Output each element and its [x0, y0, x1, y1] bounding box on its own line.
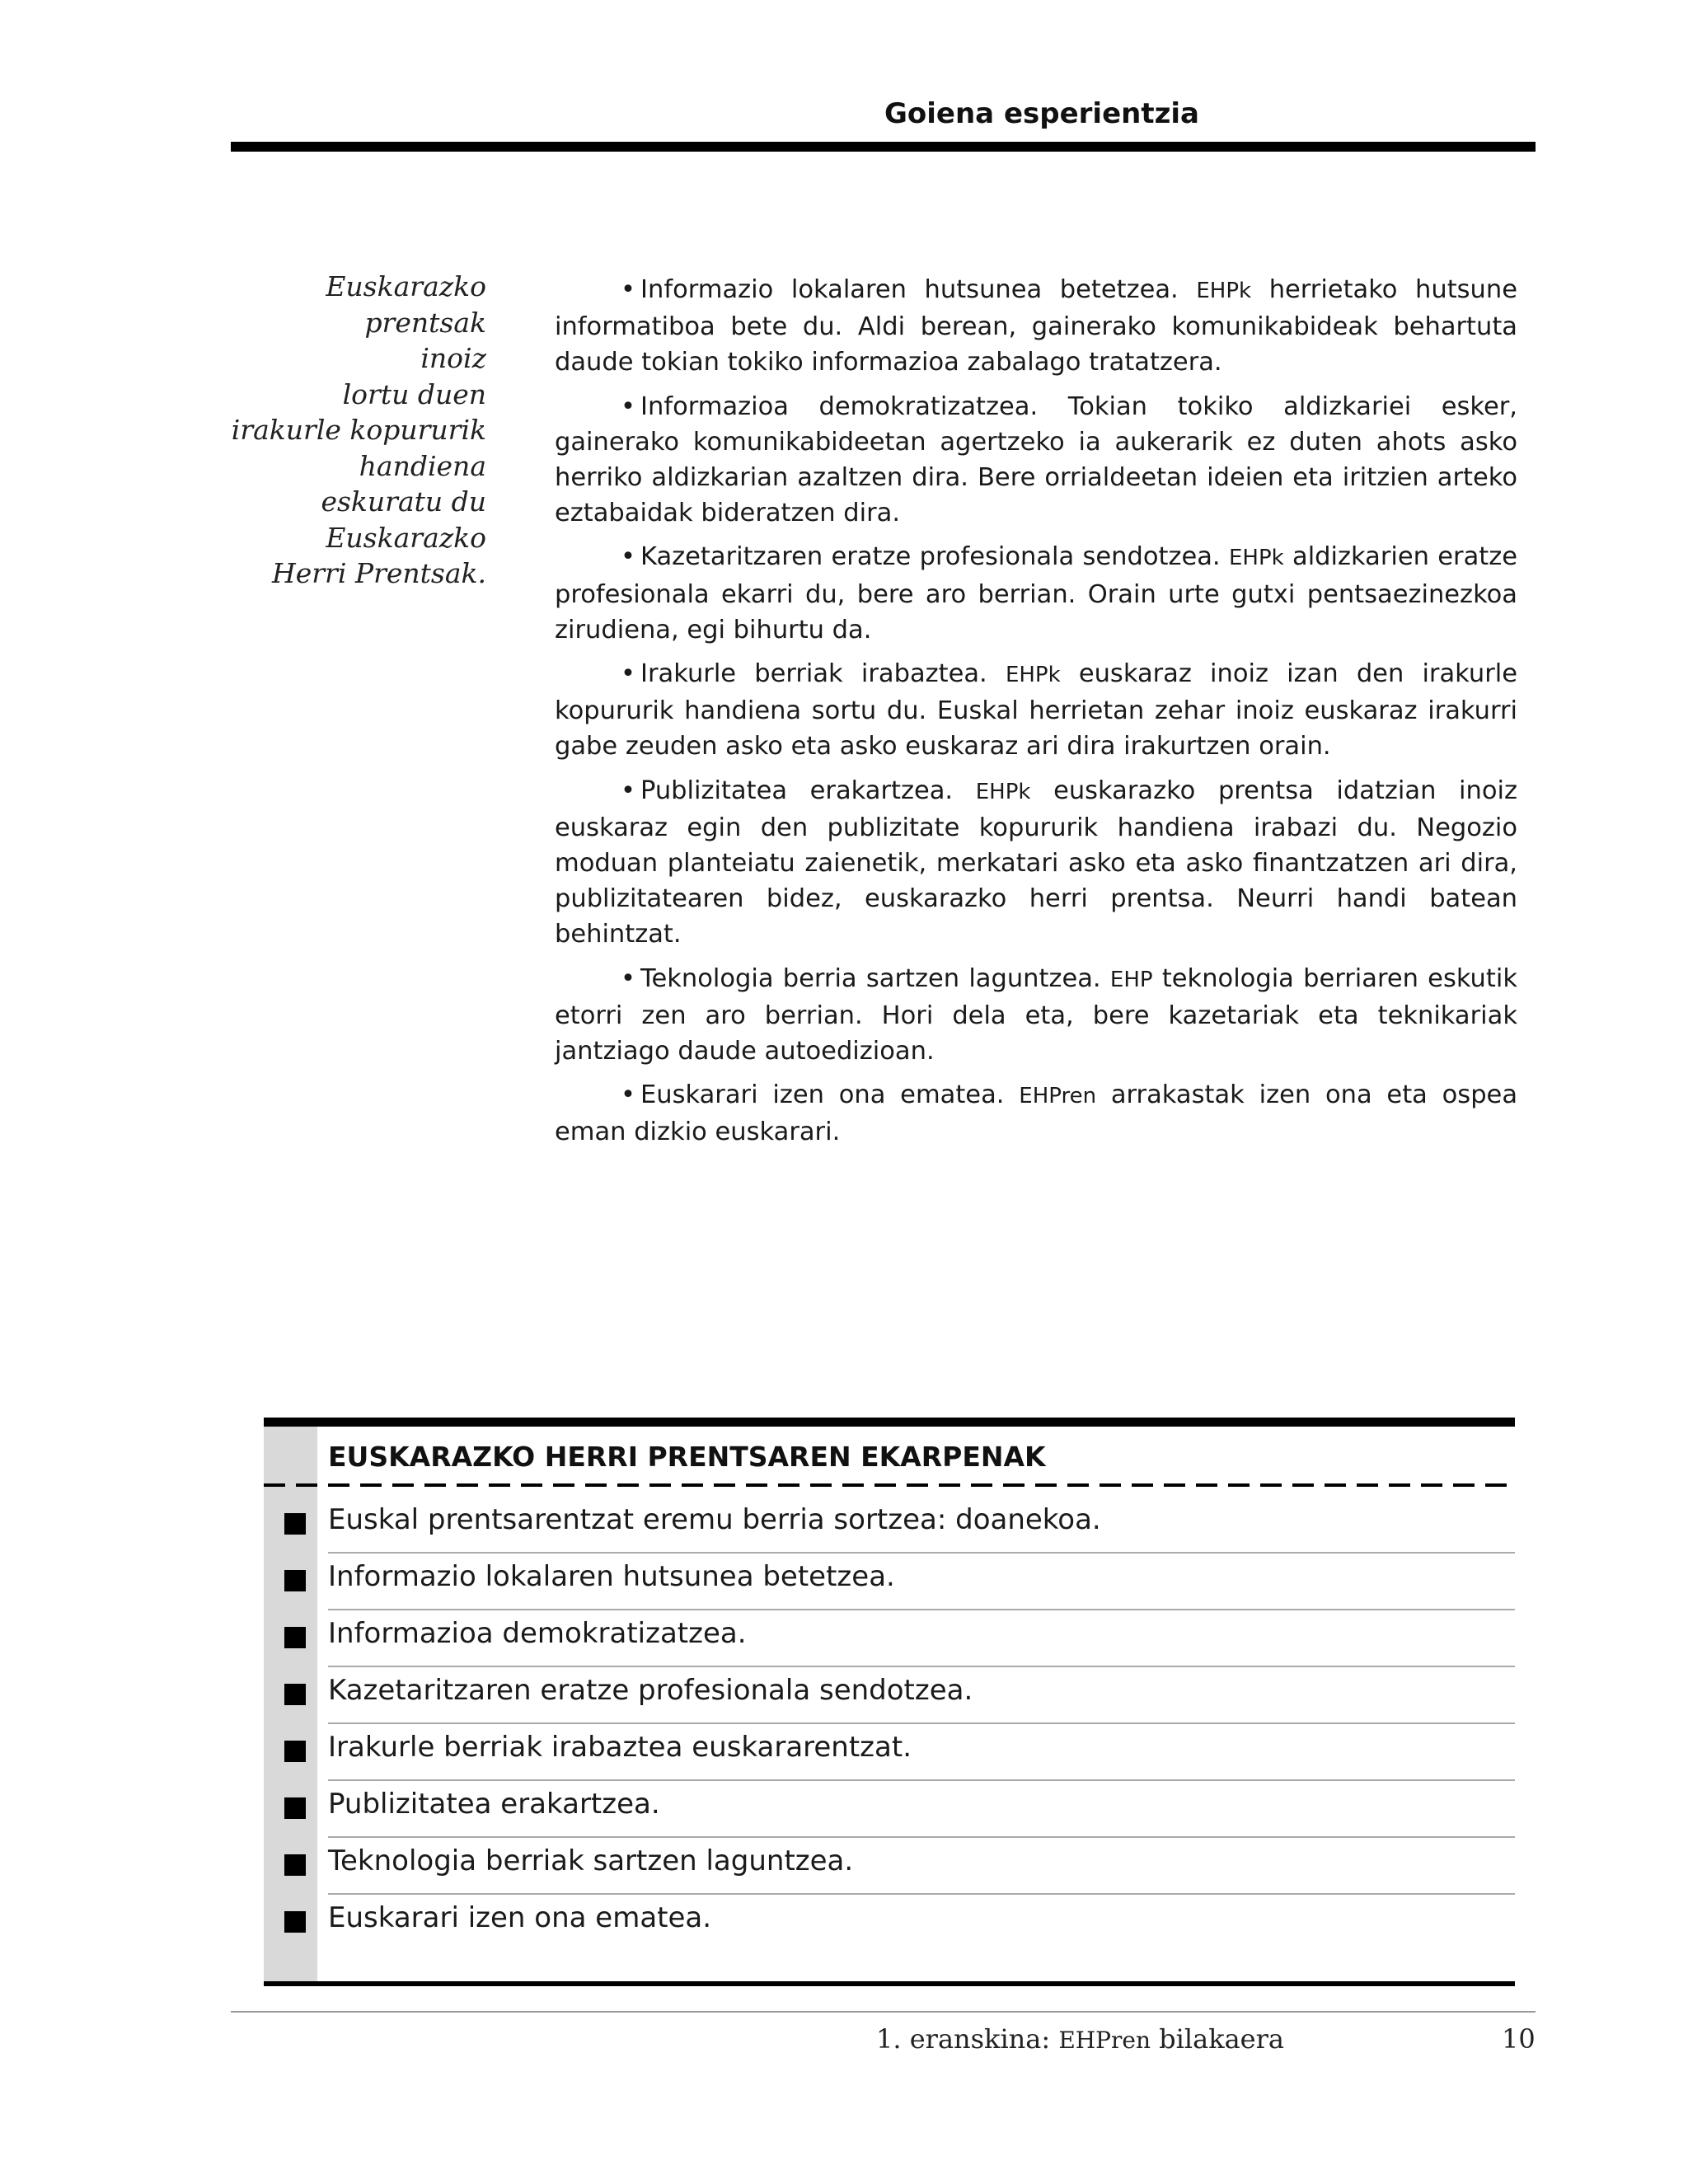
paragraph-text: euskarazko prentsa idatzian inoiz euskaraz egin den publizitate kopururik handiena irabazi du. Negozio moduan planteiatu zaienetik, merkatari asko eta asko finantzatzen ari dira, publizitatearen bidez, euskarazko herri prentsa. Neurri handi batean behintzat. — [555, 776, 1517, 949]
list-item-label: Informazio lokalaren hutsunea betetzea. — [328, 1560, 895, 1593]
body-paragraph — [555, 1077, 1517, 1150]
paragraph-lead: Teknologia berria sartzen laguntzea. — [640, 963, 1101, 993]
list-item-label: Teknologia berriak sartzen laguntzea. — [328, 1844, 854, 1877]
list-item — [264, 1667, 1515, 1724]
pullquote — [223, 269, 486, 592]
square-bullet-icon — [284, 1570, 306, 1591]
square-bullet-icon — [284, 1741, 306, 1762]
body-paragraph — [555, 389, 1517, 532]
box-list — [264, 1497, 1515, 1952]
body-paragraph — [555, 656, 1517, 765]
list-item — [264, 1497, 1515, 1554]
list-item — [264, 1838, 1515, 1895]
pullquote-line: lortu duen — [342, 377, 486, 410]
page-number: 10 — [1502, 2023, 1536, 2055]
contributions-box — [264, 1418, 1515, 1986]
footer-section-title — [876, 2023, 1284, 2055]
pullquote-line: inoiz — [420, 342, 486, 374]
list-item — [264, 1610, 1515, 1667]
pullquote-line: handiena — [359, 449, 486, 482]
bullet-icon: • — [621, 659, 635, 689]
bullet-icon: • — [621, 1080, 635, 1110]
paragraph-lead: Kazetaritzaren eratze profesionala sendotzea. — [640, 542, 1221, 572]
list-item-label: Publizitatea erakartzea. — [328, 1788, 660, 1821]
box-dashed-rule — [264, 1483, 1515, 1487]
bullet-icon: • — [621, 776, 635, 805]
paragraph-lead: Informazio lokalaren hutsunea betetzea. — [640, 275, 1179, 304]
paragraph-lead: Irakurle berriak irabaztea. — [640, 659, 987, 689]
paragraph-abbr: EHPk — [1228, 546, 1284, 571]
paragraph-text: teknologia berriaren eskutik etorri zen aro berrian. Hori dela eta, bere kazetariak eta teknikariak jantziago daude autoedizioan. — [555, 963, 1517, 1066]
square-bullet-icon — [284, 1513, 306, 1535]
body-paragraph — [555, 539, 1517, 648]
body-paragraph — [555, 272, 1517, 381]
header-rule — [231, 142, 1536, 152]
list-item — [264, 1781, 1515, 1838]
square-bullet-icon — [284, 1911, 306, 1933]
pullquote-line: eskuratu du — [321, 485, 486, 518]
square-bullet-icon — [284, 1797, 306, 1819]
square-bullet-icon — [284, 1627, 306, 1648]
running-title: Goiena esperientzia — [884, 97, 1199, 130]
body-paragraph — [555, 773, 1517, 953]
pullquote-line: Euskarazko — [326, 270, 486, 302]
list-item — [264, 1554, 1515, 1610]
paragraph-abbr: EHPren — [1019, 1084, 1097, 1109]
pullquote-line: Euskarazko — [326, 521, 486, 554]
list-item-label: Euskal prentsarentzat eremu berria sortzea: doanekoa. — [328, 1503, 1101, 1536]
paragraph-abbr: EHPk — [1196, 279, 1252, 303]
footer-section-prefix: 1. eranskina: — [876, 2023, 1051, 2055]
footer-section-abbr: EHPren — [1058, 2027, 1151, 2054]
list-item-label: Informazioa demokratizatzea. — [328, 1617, 747, 1650]
square-bullet-icon — [284, 1854, 306, 1876]
paragraph-abbr: EHPk — [1005, 663, 1061, 688]
box-top-rule — [264, 1418, 1515, 1427]
pullquote-line: prentsak — [364, 306, 486, 339]
body-column — [555, 272, 1517, 1159]
bullet-icon: • — [621, 542, 635, 572]
paragraph-text: Tokian tokiko aldizkariei esker, gainerako komunikabideetan agertzeko ia aukerarik ez duten ahots asko herriko aldizkarian azaltzen dira. Bere orrialdeetan ideien eta iritzien arteko eztabaidak bideratzen dira. — [555, 391, 1518, 528]
bullet-icon: • — [621, 275, 635, 304]
paragraph-abbr: EHPk — [975, 779, 1031, 804]
body-paragraph — [555, 961, 1517, 1070]
paragraph-text: herrietako hutsune informatiboa bete du. Aldi berean, gainerako komunikabideak behartuta daude tokian tokiko informazioa zabalago tratatzera. — [555, 275, 1517, 377]
pullquote-line: irakurle kopururik — [231, 414, 486, 446]
footer-rule — [231, 2011, 1536, 2013]
box-bottom-rule — [264, 1981, 1515, 1986]
list-item — [264, 1895, 1515, 1952]
square-bullet-icon — [284, 1684, 306, 1705]
bullet-icon: • — [621, 391, 635, 421]
box-title: EUSKARAZKO HERRI PRENTSAREN EKARPENAK — [328, 1441, 1046, 1473]
bullet-icon: • — [621, 963, 635, 993]
list-item-label: Kazetaritzaren eratze profesionala sendotzea. — [328, 1674, 973, 1707]
paragraph-text: arrakastak izen ona eta ospea eman dizkio euskarari. — [555, 1080, 1518, 1147]
paragraph-lead: Euskarari izen ona ematea. — [640, 1080, 1005, 1110]
list-item-label: Euskarari izen ona ematea. — [328, 1901, 712, 1934]
list-item — [264, 1724, 1515, 1781]
footer-section-suffix: bilakaera — [1159, 2023, 1284, 2055]
paragraph-lead: Publizitatea erakartzea. — [640, 776, 954, 805]
list-item-label: Irakurle berriak irabaztea euskararentzat. — [328, 1731, 912, 1764]
pullquote-line: Herri Prentsak. — [271, 557, 486, 589]
paragraph-text: aldizkarien eratze profesionala ekarri du, bere aro berrian. Orain urte gutxi pentsaezinezkoa zirudiena, egi bihurtu da. — [555, 542, 1517, 644]
paragraph-text: euskaraz inoiz izan den irakurle kopururik handiena sortu du. Euskal herrietan zehar inoiz euskaraz irakurri gabe zeuden asko eta asko euskaraz ari dira irakurtzen orain. — [555, 659, 1517, 762]
paragraph-abbr: EHP — [1109, 967, 1153, 992]
paragraph-lead: Informazioa demokratizatzea. — [640, 391, 1039, 421]
